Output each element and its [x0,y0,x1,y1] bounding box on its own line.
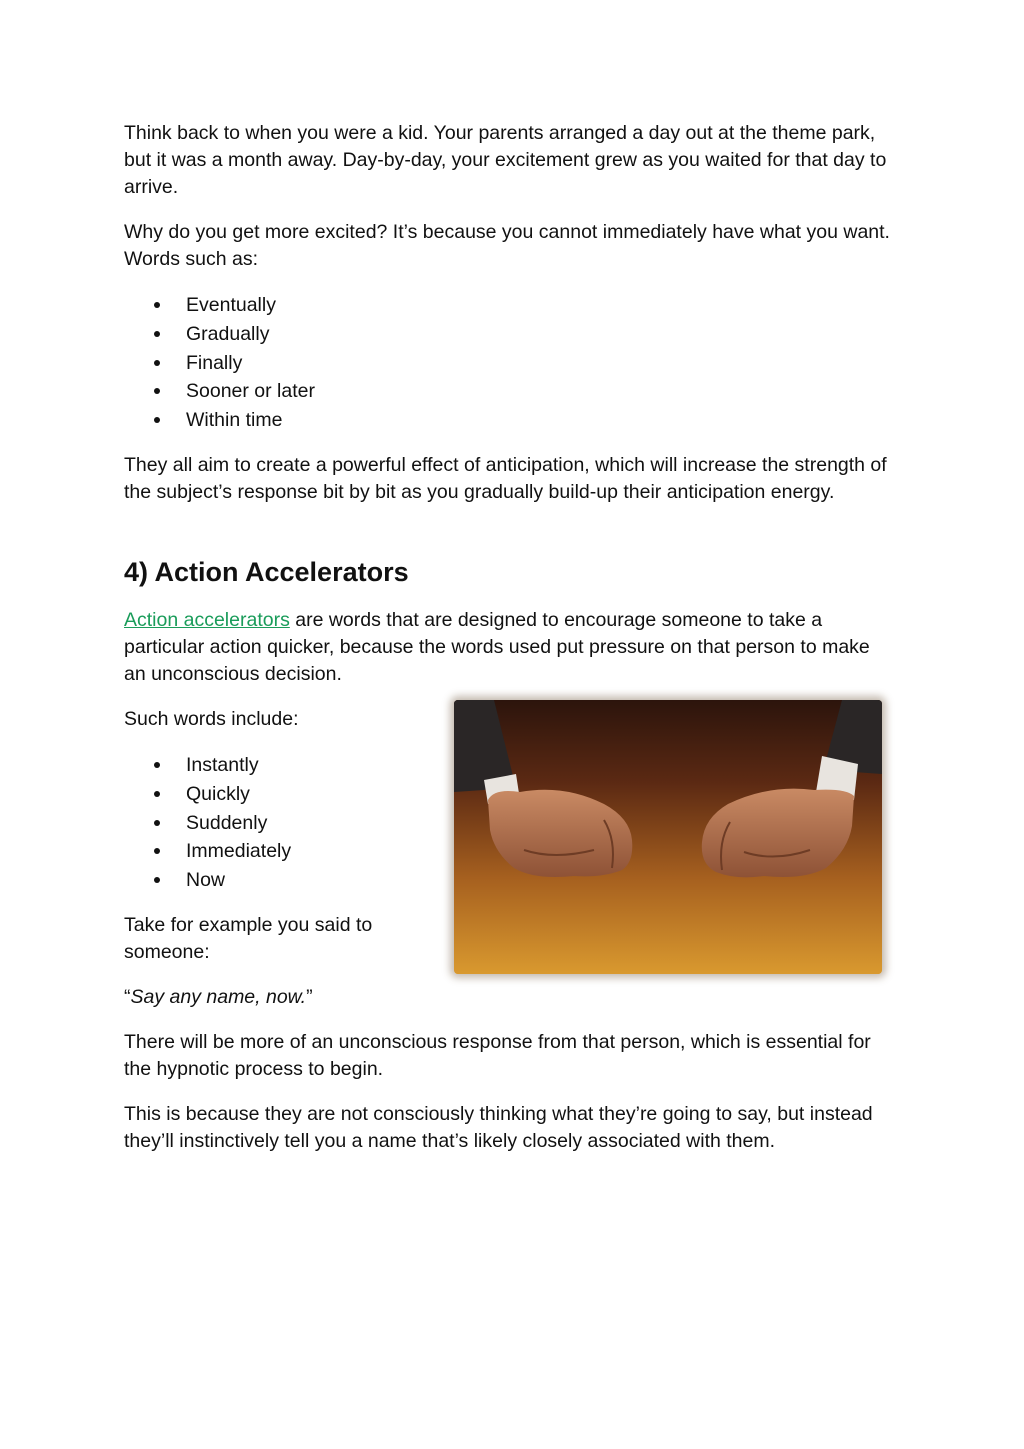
image-text-block [124,706,894,1011]
intro-paragraph-1: Think back to when you were a kid. Your parents arranged a day out at the theme park, but it was a month away. Day-by-day, your excitement grew as you waited for that day to arrive. [124,122,887,198]
list-item: Finally [124,349,894,378]
bullet-icon [154,820,160,826]
section-paragraph-5: This is because they are not consciously thinking what they’re going to say, but instead they’ll instinctively tell you a name that’s likely closely associated with them. [124,1102,873,1152]
bullet-icon [154,360,160,366]
bullet-icon [154,388,160,394]
list-item: Eventually [124,291,894,320]
list-item: Suddenly [124,809,444,838]
bullet-icon [154,302,160,308]
section-heading: 4) Action Accelerators [124,556,409,587]
clenched-fists-image [454,700,882,974]
list-item: Immediately [124,837,444,866]
list-item: Now [124,866,444,895]
list-item: Quickly [124,780,444,809]
accelerator-word-list [124,751,444,895]
document-page [124,120,894,1155]
bullet-icon [154,848,160,854]
bullet-icon [154,331,160,337]
intro-paragraph-3: They all aim to create a powerful effect of anticipation, which will increase the strength of the subject’s response bit by bit as you gradually build-up their anticipation energy. [124,453,887,503]
list-item: Within time [124,406,894,435]
section-paragraph-1: Action accelerators are words that are designed to encourage someone to take a particular action quicker, because the words used put pressure on that person to make an unconscious decision. [124,608,870,685]
list-item: Sooner or later [124,377,894,406]
action-accelerators-link[interactable]: Action accelerators [124,608,290,631]
bullet-icon [154,791,160,797]
section-paragraph-2: Such words include: [124,707,299,730]
example-quote: “Say any name, now.” [124,985,313,1008]
bullet-icon [154,877,160,883]
bullet-icon [154,762,160,768]
bullet-icon [154,417,160,423]
list-item: Instantly [124,751,444,780]
anticipation-word-list [124,291,894,435]
list-item: Gradually [124,320,894,349]
section-paragraph-3: Take for example you said to someone: [124,913,373,963]
intro-paragraph-2: Why do you get more excited? It’s because you cannot immediately have what you want. Words such as: [124,221,890,270]
fists-illustration [454,700,882,974]
section-paragraph-4: There will be more of an unconscious response from that person, which is essential for the hypnotic process to begin. [124,1030,871,1080]
